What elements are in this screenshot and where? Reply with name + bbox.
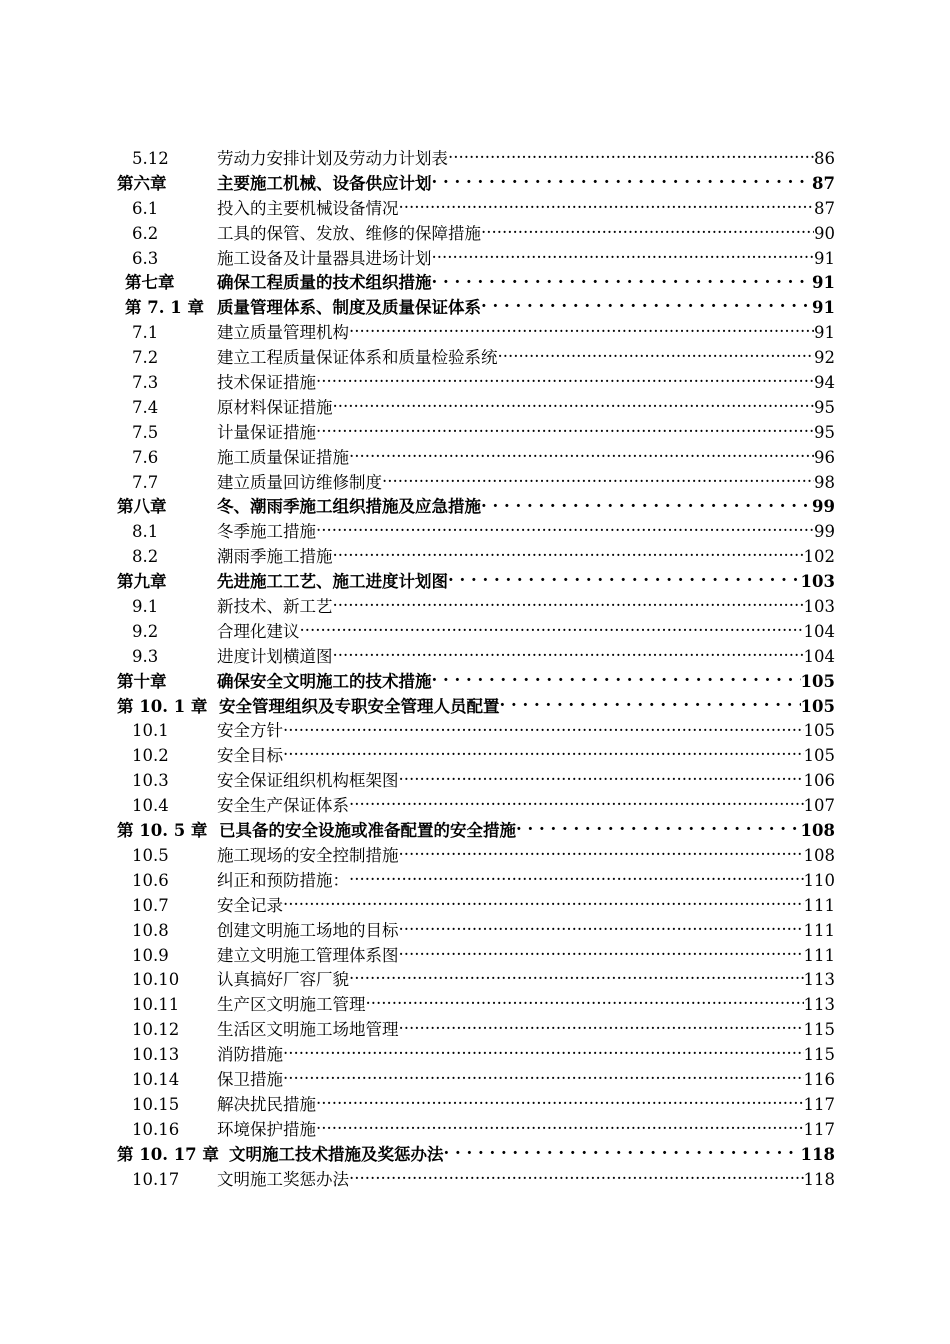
toc-section-row[interactable] [0,944,950,969]
dot-leader [444,1143,801,1160]
toc-entry [217,197,835,222]
toc-entry-title: 建立质量管理机构 [217,323,349,343]
toc-page-number: 111 [803,920,835,940]
toc-page-number: 115 [803,1020,835,1040]
toc-section-row[interactable] [0,1093,950,1118]
toc-entry [219,695,835,720]
toc-section-row[interactable] [0,471,950,496]
toc-entry-title: 施工质量保证措施 [217,447,349,467]
toc-page-number: 91 [814,323,835,343]
toc-section-row[interactable] [0,620,950,645]
toc-section-row[interactable] [0,222,950,247]
toc-entry-number: 10.7 [132,895,169,915]
toc-page-number: 99 [814,522,835,542]
dot-leader [399,770,804,787]
toc-chapter-row[interactable] [0,495,950,520]
toc-entry-title: 潮雨季施工措施 [217,547,333,567]
toc-entry-title: 先进施工工艺、施工进度计划图 [217,572,448,592]
toc-entry-number: 10.15 [132,1094,180,1114]
toc-entry-title: 安全生产保证体系 [217,796,349,816]
toc-entry-title: 进度计划横道图 [217,646,333,666]
dot-leader [283,1044,804,1061]
toc-entry-title: 劳动力安排计划及劳动力计划表 [217,149,448,168]
dot-leader [349,795,804,812]
dot-leader [448,571,801,588]
toc-entry [217,944,835,969]
dot-leader [316,1093,804,1110]
toc-entry-number: 第 7. 1 章 [125,298,204,318]
toc-page-number: 115 [803,1045,835,1065]
toc-page-number: 117 [803,1119,835,1139]
toc-chapter-row[interactable] [0,172,950,197]
toc-section-row[interactable] [0,1018,950,1043]
toc-page-number: 104 [803,646,835,666]
toc-entry [217,346,835,371]
dot-leader [432,670,801,687]
toc-entry-number: 7.3 [132,373,159,393]
toc-page-number: 113 [803,995,835,1015]
dot-leader [333,396,815,413]
toc-chapter-row[interactable] [0,670,950,695]
toc-entry-number: 5.12 [132,149,169,168]
toc-entry-number: 第七章 [125,273,175,293]
toc-chapter-row[interactable] [0,296,950,321]
toc-chapter-row[interactable] [0,1143,950,1168]
dot-leader [500,695,801,712]
toc-entry-number: 7.5 [132,422,159,442]
dot-leader [481,222,814,239]
toc-entry-title: 生活区文明施工场地管理 [217,1020,399,1040]
toc-entry-number: 第九章 [117,572,167,592]
toc-entry-title: 消防措施 [217,1045,283,1065]
toc-page-number: 91 [812,273,835,293]
toc-entry-number: 8.2 [132,547,159,567]
toc-entry-title: 工具的保管、发放、维修的保障措施 [217,223,481,243]
toc-page-number: 118 [803,1169,835,1189]
toc-entry [217,247,835,272]
toc-page-number: 113 [803,970,835,990]
toc-entry-title: 文明施工技术措施及奖惩办法 [229,1144,444,1164]
toc-entry-title: 质量管理体系、制度及质量保证体系 [217,298,481,318]
toc-entry-title: 已具备的安全设施或准备配置的安全措施 [219,821,516,841]
dot-leader [432,272,813,289]
toc-section-row[interactable] [0,421,950,446]
toc-entry-number: 第 10. 5 章 [117,821,208,841]
toc-entry-number: 6.3 [132,248,159,268]
toc-entry [217,271,835,296]
toc-entry-number: 10.13 [132,1045,180,1065]
toc-entry-number: 10.16 [132,1119,180,1139]
toc-section-row[interactable] [0,147,950,172]
toc-entry-number: 10.3 [132,771,169,791]
toc-entry-number: 10.11 [132,995,180,1015]
toc-entry-number: 7.1 [132,323,159,343]
dot-leader [432,172,813,189]
toc-entry [217,719,835,744]
toc-entry-number: 第 10. 17 章 [117,1144,219,1164]
toc-entry [217,396,835,421]
dot-leader [349,1168,804,1185]
toc-entry [217,172,835,197]
toc-entry-number: 7.2 [132,348,159,368]
toc-entry-number: 10.12 [132,1020,180,1040]
toc-entry-number: 10.9 [132,945,169,965]
toc-entry [217,993,835,1018]
toc-page-number: 108 [803,845,835,865]
toc-section-row[interactable] [0,595,950,620]
dot-leader [399,844,804,861]
toc-chapter-row[interactable] [0,819,950,844]
toc-entry-title: 生产区文明施工管理 [217,995,366,1015]
toc-section-row[interactable] [0,1118,950,1143]
toc-section-row[interactable] [0,321,950,346]
toc-entry [217,769,835,794]
toc-entry-number: 10.5 [132,845,169,865]
toc-entry-number: 9.3 [132,646,159,666]
toc-page-number: 110 [803,870,835,890]
dot-leader [481,297,812,314]
toc-entry [217,520,835,545]
dot-leader [283,745,804,762]
dot-leader [399,1019,804,1036]
toc-entry-title: 安全目标 [217,746,283,766]
toc-page-number: 102 [803,547,835,567]
toc-entry-title: 创建文明施工场地的目标 [217,920,399,940]
toc-section-row[interactable] [0,844,950,869]
toc-section-row[interactable] [0,744,950,769]
toc-page-number: 92 [814,348,835,368]
toc-entry [217,570,835,595]
toc-entry [217,869,835,894]
toc-entry-number: 第十章 [117,671,167,691]
toc-entry-number: 10.2 [132,746,169,766]
toc-entry [217,595,835,620]
toc-entry [217,296,835,321]
toc-entry-title: 投入的主要机械设备情况 [217,198,399,218]
dot-leader [349,446,814,463]
toc-section-row[interactable] [0,545,950,570]
dot-leader [498,347,815,364]
dot-leader [316,421,814,438]
toc-page-number: 108 [800,821,835,841]
toc-page-number: 87 [812,173,835,193]
toc-entry-number: 第 10. 1 章 [117,696,208,716]
toc-page-number: 90 [814,223,835,243]
toc-chapter-row[interactable] [0,570,950,595]
toc-entry-number: 9.2 [132,621,159,641]
toc-entry-title: 解决扰民措施 [217,1094,316,1114]
toc-entry [217,1018,835,1043]
toc-entry-title: 文明施工奖惩办法 [217,1169,349,1189]
toc-entry [217,645,835,670]
toc-page-number: 94 [814,373,835,393]
toc-entry [217,446,835,471]
toc-entry [217,495,835,520]
toc-section-row[interactable] [0,446,950,471]
toc-entry [217,919,835,944]
toc-entry-title: 建立文明施工管理体系图 [217,945,399,965]
toc-page-number: 105 [800,671,835,691]
toc-entry [217,222,835,247]
toc-entry-title: 纠正和预防措施： [217,870,349,890]
dot-leader [399,944,804,961]
toc-entry-number: 10.6 [132,870,169,890]
toc-page-number: 105 [803,721,835,741]
toc-entry-title: 建立工程质量保证体系和质量检验系统 [217,348,498,368]
toc-chapter-row[interactable] [0,271,950,296]
toc-entry [217,894,835,919]
toc-page-number: 98 [814,472,835,492]
toc-entry-number: 6.1 [132,198,159,218]
dot-leader [300,620,804,637]
toc-entry [217,1068,835,1093]
toc-section-row[interactable] [0,968,950,993]
toc-entry-number: 10.1 [132,721,169,741]
toc-section-row[interactable] [0,919,950,944]
toc-page-number: 106 [803,771,835,791]
toc-entry-title: 确保工程质量的技术组织措施 [217,273,432,293]
dot-leader [349,869,804,886]
toc-section-row[interactable] [0,993,950,1018]
toc-entry [219,819,835,844]
toc-page-number: 95 [814,397,835,417]
toc-page-number: 105 [803,746,835,766]
dot-leader [399,197,815,214]
toc-section-row[interactable] [0,247,950,272]
toc-section-row[interactable] [0,1043,950,1068]
toc-entry-number: 10.10 [132,970,180,990]
dot-leader [448,148,814,165]
toc-entry-title: 认真搞好厂容厂貌 [217,970,349,990]
toc-entry [217,794,835,819]
toc-entry-title: 施工现场的安全控制措施 [217,845,399,865]
toc-page-number: 86 [814,149,835,168]
dot-leader [481,496,812,513]
toc-page-number: 96 [814,447,835,467]
toc-entry-title: 安全保证组织机构框架图 [217,771,399,791]
toc-entry [217,844,835,869]
dot-leader [516,820,801,837]
toc-entry-number: 10.4 [132,796,169,816]
toc-section-row[interactable] [0,396,950,421]
toc-section-row[interactable] [0,794,950,819]
toc-entry [217,545,835,570]
toc-entry [217,620,835,645]
dot-leader [432,247,815,264]
toc-page-number: 104 [803,621,835,641]
toc-entry-title: 安全记录 [217,895,283,915]
dot-leader [366,994,804,1011]
toc-section-row[interactable] [0,1168,950,1193]
toc-entry [217,744,835,769]
toc-entry [217,968,835,993]
toc-entry-number: 7.7 [132,472,159,492]
toc-entry-number: 第六章 [117,173,167,193]
toc-page-number: 99 [812,497,835,517]
toc-section-row[interactable] [0,719,950,744]
dot-leader [349,322,814,339]
dot-leader [333,596,804,613]
toc-entry-title: 计量保证措施 [217,422,316,442]
toc-entry [229,1143,835,1168]
toc-entry-number: 10.14 [132,1069,180,1089]
toc-page-number: 111 [803,945,835,965]
toc-page-number: 116 [803,1069,835,1089]
dot-leader [283,894,804,911]
toc-section-row[interactable] [0,371,950,396]
dot-leader [283,1068,804,1085]
toc-entry-number: 7.4 [132,397,159,417]
toc-entry [217,1043,835,1068]
toc-section-row[interactable] [0,645,950,670]
toc-entry-title: 确保安全文明施工的技术措施 [217,671,432,691]
toc-section-row[interactable] [0,769,950,794]
toc-entry-title: 合理化建议 [217,621,300,641]
dot-leader [283,720,804,737]
toc-entry-title: 安全方针 [217,721,283,741]
dot-leader [399,919,804,936]
toc-entry [217,1093,835,1118]
toc-entry [217,670,835,695]
toc-entry-number: 7.6 [132,447,159,467]
toc-entry-title: 建立质量回访维修制度 [217,472,382,492]
toc-entry-number: 第八章 [117,497,167,517]
dot-leader [333,645,804,662]
toc-entry [217,421,835,446]
toc-entry [217,321,835,346]
toc-section-row[interactable] [0,520,950,545]
dot-leader [333,546,804,563]
toc-entry [217,1118,835,1143]
dot-leader [382,471,814,488]
toc-entry [217,1168,835,1193]
toc-entry-title: 安全管理组织及专职安全管理人员配置 [219,696,500,716]
toc-page-number: 91 [812,298,835,318]
toc-entry-number: 6.2 [132,223,159,243]
toc-entry-title: 保卫措施 [217,1069,283,1089]
toc-section-row[interactable] [0,197,950,222]
toc-page-number: 107 [803,796,835,816]
toc-entry-number: 10.17 [132,1169,180,1189]
toc-section-row[interactable] [0,869,950,894]
toc-section-row[interactable] [0,894,950,919]
table-of-contents [0,147,950,1192]
toc-entry-title: 冬季施工措施 [217,522,316,542]
toc-entry-number: 10.8 [132,920,169,940]
toc-entry-number: 8.1 [132,522,159,542]
toc-page-number: 105 [800,696,835,716]
toc-page-number: 117 [803,1094,835,1114]
dot-leader [316,1118,804,1135]
toc-entry [217,147,835,172]
toc-page-number: 103 [800,572,835,592]
toc-chapter-row[interactable] [0,695,950,720]
toc-entry-title: 技术保证措施 [217,373,316,393]
toc-entry-title: 主要施工机械、设备供应计划 [217,173,432,193]
toc-page-number: 95 [814,422,835,442]
dot-leader [349,969,804,986]
toc-section-row[interactable] [0,1068,950,1093]
toc-page-number: 91 [814,248,835,268]
toc-entry-title: 施工设备及计量器具进场计划 [217,248,432,268]
toc-page-number: 118 [800,1144,835,1164]
toc-entry [217,471,835,496]
toc-page-number: 111 [803,895,835,915]
toc-page-number: 87 [814,198,835,218]
toc-entry-number: 9.1 [132,597,159,617]
toc-entry-title: 冬、潮雨季施工组织措施及应急措施 [217,497,481,517]
toc-entry-title: 环境保护措施 [217,1119,316,1139]
toc-section-row[interactable] [0,346,950,371]
toc-entry-title: 原材料保证措施 [217,397,333,417]
toc-entry-title: 新技术、新工艺 [217,597,333,617]
dot-leader [316,372,814,389]
dot-leader [316,521,814,538]
toc-page-number: 103 [803,597,835,617]
toc-entry [217,371,835,396]
